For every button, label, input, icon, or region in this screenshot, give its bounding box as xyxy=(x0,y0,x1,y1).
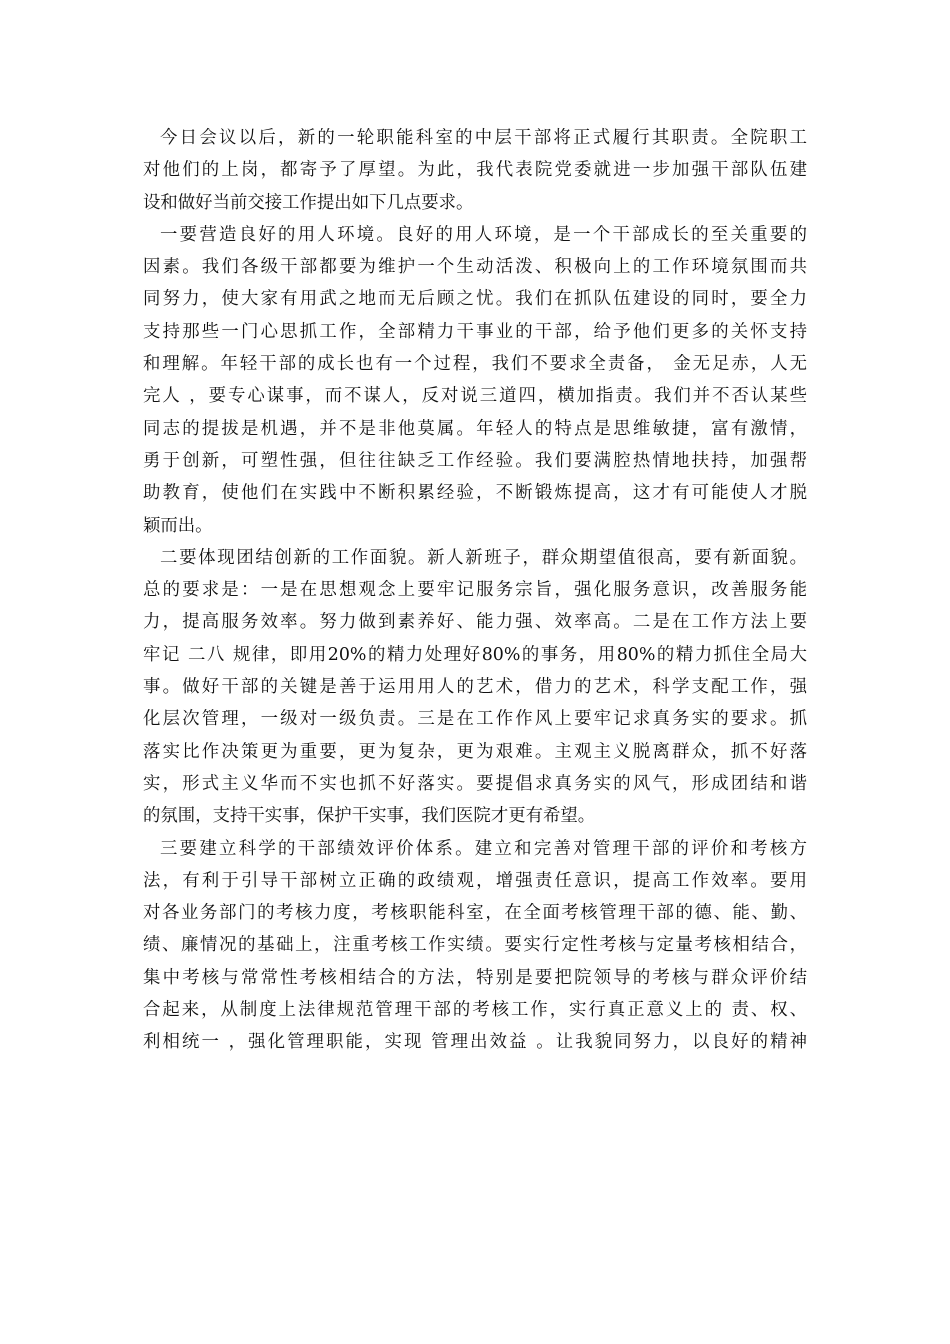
text-line: 同努力，使大家有用武之地而无后顾之忧。我们在抓队伍建设的同时，要全力 xyxy=(143,289,807,310)
text-line: 二要体现团结创新的工作面貌。新人新班子，群众期望值很高，要有新面貌。 xyxy=(160,547,807,568)
text-line: 助教育，使他们在实践中不断积累经验，不断锻炼提高，这才有可能使人才脱 xyxy=(143,483,807,504)
document-body xyxy=(143,122,807,1059)
text-line: 实，形式主义华而不实也抓不好落实。要提倡求真务实的风气，形成团结和谐 xyxy=(143,773,807,794)
text-line: 一要营造良好的用人环境。良好的用人环境，是一个干部成长的至关重要的 xyxy=(160,224,807,245)
text-line: 法，有利于引导干部树立正确的政绩观，增强责任意识，提高工作效率。要用 xyxy=(143,870,807,891)
text-line: 颖而出。 xyxy=(143,515,213,536)
text-line: 完人 ，要专心谋事，而不谋人，反对说三道四，横加指责。我们并不否认某些 xyxy=(143,386,807,407)
text-line: 利相统一 ，强化管理职能，实现 管理出效益 。让我貌同努力，以良好的精神 xyxy=(143,1032,807,1053)
text-line: 对他们的上岗，都寄予了厚望。为此，我代表院党委就进一步加强干部队伍建 xyxy=(143,160,807,181)
text-line: 同志的提拔是机遇，并不是非他莫属。年轻人的特点是思维敏捷，富有激情， xyxy=(143,418,807,439)
paragraph-1 xyxy=(143,122,807,219)
text-line: 化层次管理，一级对一级负责。三是在工作作风上要牢记求真务实的要求。抓 xyxy=(143,709,807,730)
text-line: 集中考核与常常性考核相结合的方法，特别是要把院领导的考核与群众评价结 xyxy=(143,967,807,988)
text-line: 设和做好当前交接工作提出如下几点要求。 xyxy=(143,192,474,213)
paragraph-3 xyxy=(143,542,807,833)
text-line: 的氛围，支持干实事，保护干实事，我们医院才更有希望。 xyxy=(143,806,596,827)
text-line: 绩、廉情况的基础上，注重考核工作实绩。要实行定性考核与定量考核相结合， xyxy=(143,935,807,956)
text-line: 对各业务部门的考核力度，考核职能科室，在全面考核管理干部的德、能、勤、 xyxy=(143,903,807,924)
text-line: 牢记 二八 规律，即用20%的精力处理好80%的事务，用80%的精力抓住全局大 xyxy=(143,644,807,665)
paragraph-4 xyxy=(143,833,807,1059)
text-line: 因素。我们各级干部都要为维护一个生动活泼、积极向上的工作环境氛围而共 xyxy=(143,257,807,278)
text-line: 事。做好干部的关键是善于运用用人的艺术，借力的艺术，科学支配工作，强 xyxy=(143,677,807,698)
paragraph-2 xyxy=(143,219,807,542)
text-line: 落实比作决策更为重要，更为复杂，更为艰难。主观主义脱离群众，抓不好落 xyxy=(143,741,807,762)
text-line: 勇于创新，可塑性强，但往往缺乏工作经验。我们要满腔热情地扶持，加强帮 xyxy=(143,450,807,471)
text-line: 三要建立科学的干部绩效评价体系。建立和完善对管理干部的评价和考核方 xyxy=(160,838,807,859)
text-line: 力，提高服务效率。努力做到素养好、能力强、效率高。二是在工作方法上要 xyxy=(143,612,807,633)
text-line: 合起来，从制度上法律规范管理干部的考核工作，实行真正意义上的 责、权、 xyxy=(143,1000,807,1021)
text-line: 和理解。年轻干部的成长也有一个过程，我们不要求全责备， 金无足赤，人无 xyxy=(143,354,807,375)
text-line: 总的要求是：一是在思想观念上要牢记服务宗旨，强化服务意识，改善服务能 xyxy=(143,580,807,601)
text-line: 今日会议以后，新的一轮职能科室的中层干部将正式履行其职责。全院职工 xyxy=(160,128,807,148)
text-line: 支持那些一门心思抓工作，全部精力干事业的干部，给予他们更多的关怀支持 xyxy=(143,321,807,342)
